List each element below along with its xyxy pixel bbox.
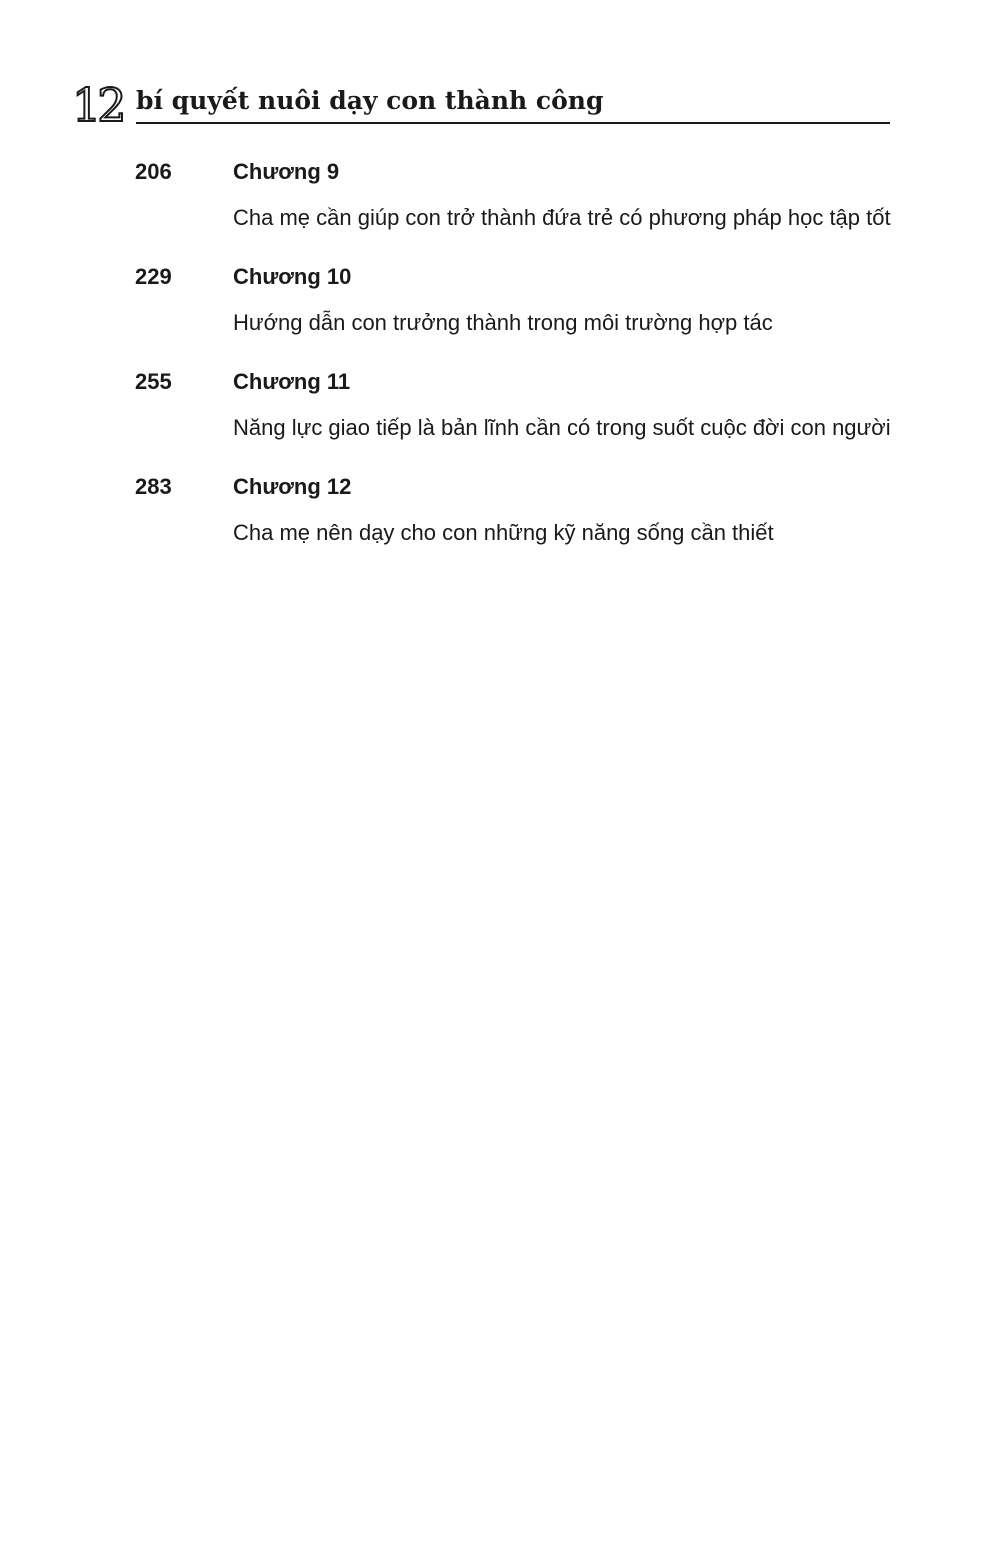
toc-chapter-label: Chương 10 [233,264,352,289]
toc-entry-body [233,362,895,449]
toc-chapter-label: Chương 11 [233,369,351,394]
toc-chapter-title: Cha mẹ cần giúp con trở thành đứa trẻ có phương pháp học tập tốt [233,205,891,230]
toc-page-number: 206 [135,159,172,184]
toc-entry-chapter-9 [135,152,895,239]
toc-chapter-title: Năng lực giao tiếp là bản lĩnh cần có trong suốt cuộc đời con người [233,415,891,440]
toc-page-number: 229 [135,264,172,289]
header-rule [136,122,890,124]
toc-entry-body [233,467,895,554]
running-header [72,80,890,130]
toc-chapter-title: Cha mẹ nên dạy cho con những kỹ năng sống cần thiết [233,520,774,545]
toc-chapter-label: Chương 12 [233,474,352,499]
header-book-title: bí quyết nuôi dạy con thành công [136,86,604,115]
toc-entry-chapter-12 [135,467,895,554]
toc-entry-body [233,152,895,239]
header-book-number: 12 [72,78,123,132]
toc-chapter-label: Chương 9 [233,159,340,184]
table-of-contents [135,152,895,572]
toc-page-number: 283 [135,474,172,499]
toc-entry-chapter-10 [135,257,895,344]
toc-page-number: 255 [135,369,172,394]
toc-chapter-title: Hướng dẫn con trưởng thành trong môi trường hợp tác [233,310,773,335]
toc-entry-body [233,257,895,344]
toc-entry-chapter-11 [135,362,895,449]
